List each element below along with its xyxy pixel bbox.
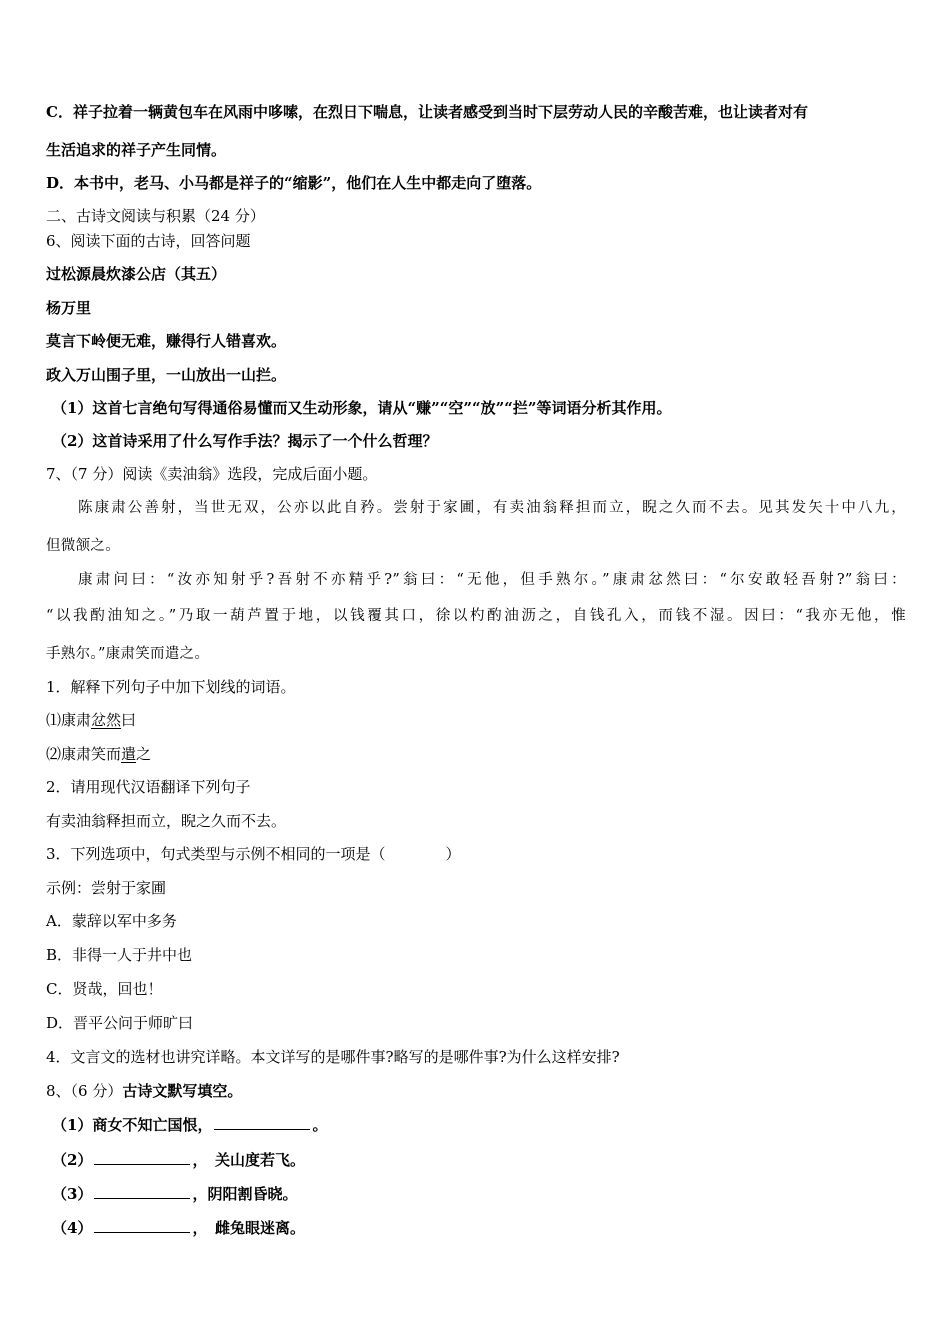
item-prefix: ⑴康肃	[46, 711, 92, 729]
q8-stem-title: 古诗文默写填空。	[122, 1082, 243, 1100]
q7-s3-example: 示例：尝射于家圃	[46, 879, 167, 897]
item-suffix: 曰	[121, 711, 137, 729]
q5-option-d: D．本书中，老马、小马都是祥子的“缩影”，他们在人生中都走向了堕落。	[46, 174, 542, 192]
poem-author: 杨万里	[46, 299, 92, 317]
passage-p1-line2: 但微颔之。	[46, 538, 120, 554]
q5-option-c-line1: C．祥子拉着一辆黄包车在风雨中哆嗦，在烈日下喘息，让读者感受到当时下层劳动人民的辛酸苦难，也让读者对有	[46, 103, 808, 121]
q8-line-1	[52, 1115, 912, 1135]
fill-blank[interactable]	[214, 1115, 310, 1130]
passage-p1-line1: 陈康肃公善射，当世无双，公亦以此自矜。尝射于家圃，有卖油翁释担而立，睨之久而不去。见其发矢十中八九，	[78, 500, 906, 516]
fill-blank[interactable]	[94, 1218, 190, 1233]
q7-s1-stem: 1．解释下列句子中加下划线的词语。	[46, 678, 296, 696]
fill-blank[interactable]	[94, 1184, 190, 1199]
passage-p2-line2: “以我酌油知之。”乃取一葫芦置于地，以钱覆其口，徐以杓酌油沥之，自钱孔入，而钱不湿。因曰：“我亦无他，惟	[46, 608, 906, 624]
q7-s3-option-a: A．蒙辞以军中多务	[46, 912, 177, 930]
q7-s1-item-1	[46, 710, 906, 730]
q8-stem	[46, 1081, 906, 1101]
passage-p2-line1: 康肃问曰：“汝亦知射乎?吾射不亦精乎?”翁曰：“无他，但手熟尔。”康肃忿然曰：“尔安敢轻吾射?”翁曰：	[78, 572, 906, 588]
q8-line-3-text: ，阴阳割昏晓。	[192, 1185, 298, 1203]
q8-line-4-text: ， 雌兔眼迷离。	[192, 1219, 305, 1237]
q7-s4-stem: 4．文言文的选材也讲究详略。本文详写的是哪件事?略写的是哪件事?为什么这样安排?	[46, 1048, 620, 1066]
q7-s2-sentence: 有卖油翁释担而立，睨之久而不去。	[46, 812, 287, 830]
passage-p2-line3: 手熟尔。”康肃笑而遣之。	[46, 646, 210, 662]
q7-s1-item-2	[46, 744, 906, 764]
q8-line-2	[52, 1150, 912, 1170]
q8-line-4-num: （4）	[52, 1219, 93, 1237]
poem-line-1: 莫言下岭便无难，赚得行人错喜欢。	[46, 332, 287, 350]
q7-s3-stem: 3．下列选项中，句式类型与示例不相同的一项是（ ）	[46, 845, 461, 863]
q7-stem: 7、（7 分）阅读《卖油翁》选段，完成后面小题。	[46, 465, 378, 483]
poem-line-2: 政入万山围子里，一山放出一山拦。	[46, 366, 287, 384]
q6-sub-question-2: （2）这首诗采用了什么写作手法？揭示了一个什么哲理？	[52, 432, 438, 450]
q8-line-1-text: （1）商女不知亡国恨，	[52, 1116, 213, 1134]
q5-option-c-line2: 生活追求的祥子产生同情。	[46, 141, 227, 159]
q8-line-4	[52, 1218, 912, 1238]
item-suffix: 之	[136, 745, 152, 763]
q8-line-2-text: ， 关山度若飞。	[192, 1151, 305, 1169]
section-heading: 二、古诗文阅读与积累（24 分）	[46, 207, 265, 225]
q7-s3-option-c: C．贤哉，回也！	[46, 980, 163, 998]
q7-s3-option-d: D．晋平公问于师旷曰	[46, 1014, 194, 1032]
fill-blank[interactable]	[94, 1150, 190, 1165]
poem-title: 过松源晨炊漆公店（其五）	[46, 265, 227, 283]
q8-stem-prefix: 8、（6 分）	[46, 1082, 123, 1100]
item-prefix: ⑵康肃笑而	[46, 745, 122, 763]
q8-line-1-end: 。	[312, 1116, 328, 1134]
q7-s3-option-b: B．非得一人于井中也	[46, 946, 193, 964]
q6-sub-question-1: （1）这首七言绝句写得通俗易懂而又生动形象，请从“赚”“空”“放”“拦”等词语分析其作用。	[52, 399, 672, 417]
q8-line-2-num: （2）	[52, 1151, 93, 1169]
q8-line-3-num: （3）	[52, 1185, 93, 1203]
q6-stem: 6、阅读下面的古诗，回答问题	[46, 232, 251, 250]
q7-s2-stem: 2．请用现代汉语翻译下列句子	[46, 778, 251, 796]
q8-line-3	[52, 1184, 912, 1204]
underlined-word: 遣	[121, 745, 137, 763]
underlined-word: 忿然	[91, 711, 122, 729]
